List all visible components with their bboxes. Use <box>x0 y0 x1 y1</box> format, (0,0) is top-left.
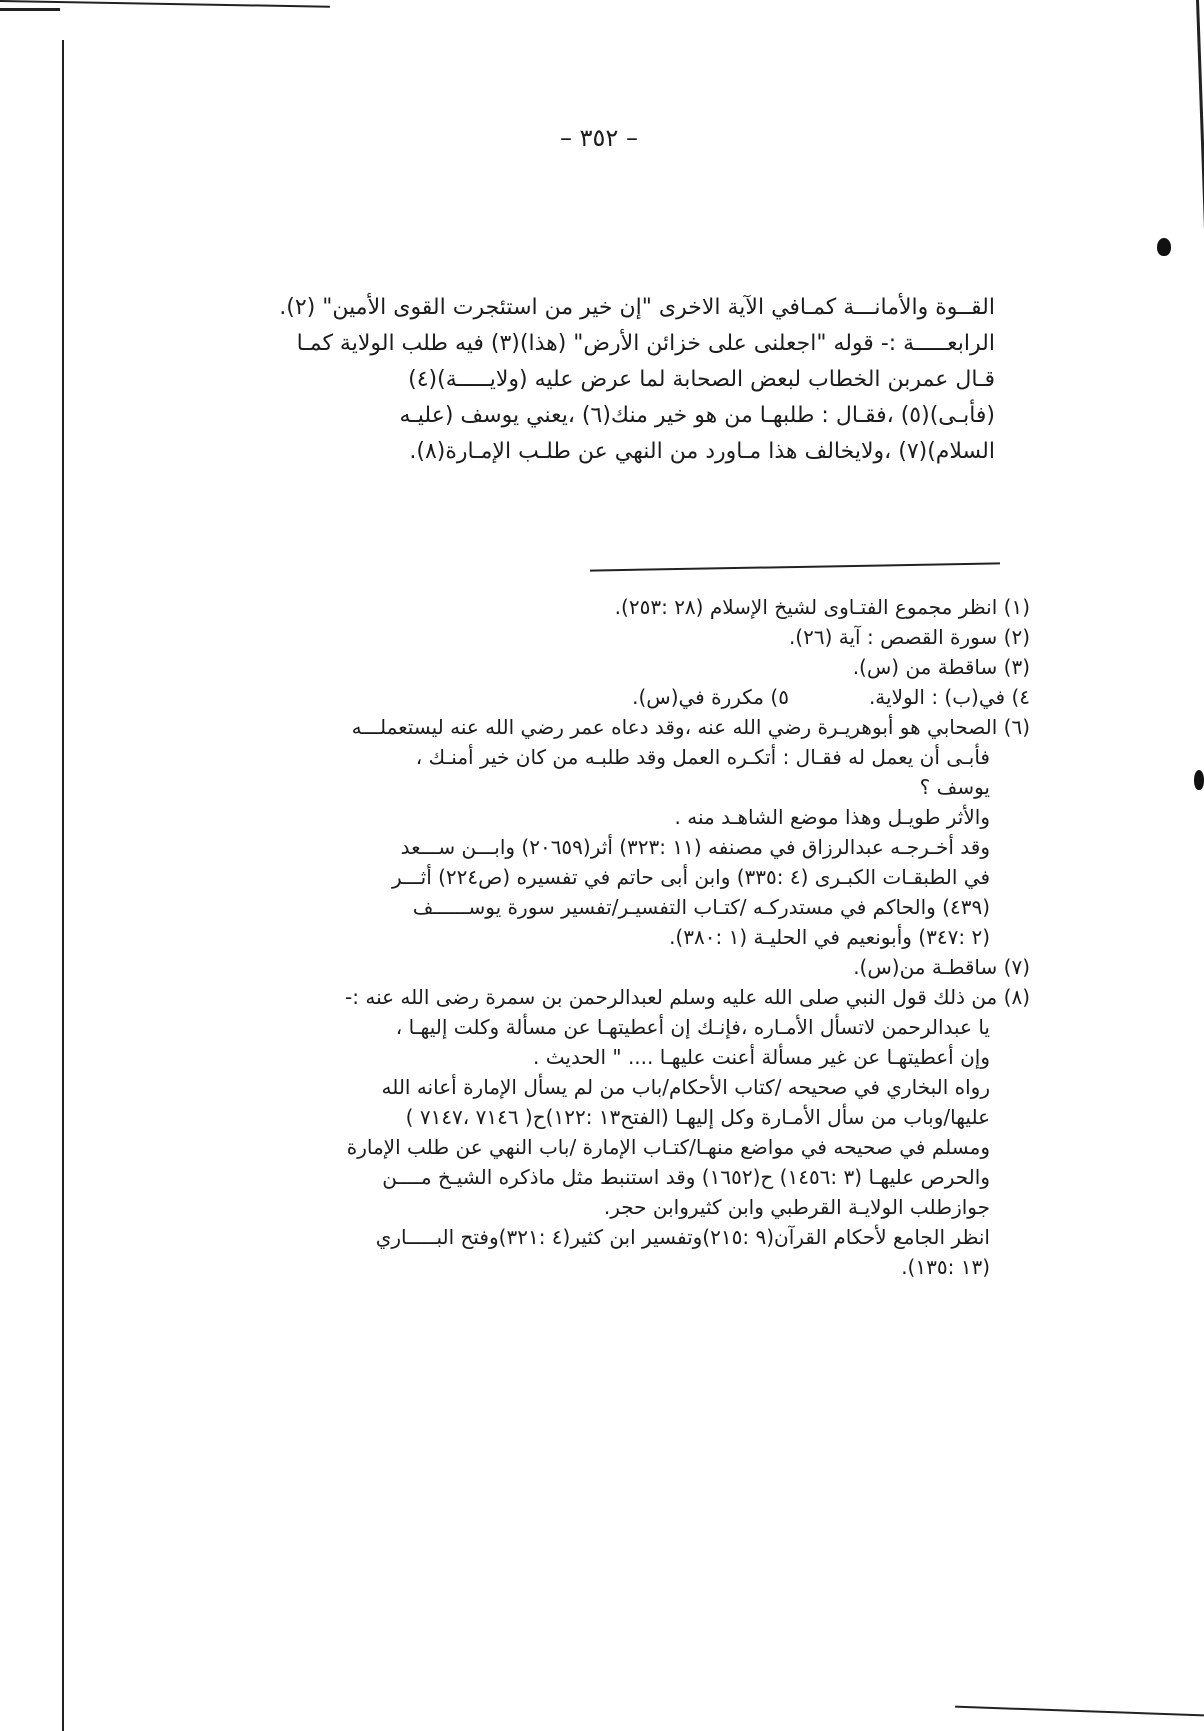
footnote-continuation: فأبـى أن يعمل له فقـال : أتكـره العمل وقد طلبـه من كان خير أمنـك ، <box>415 745 990 769</box>
footnote-divider <box>590 562 1000 571</box>
footnote-pair <box>170 682 1030 712</box>
ink-blot <box>1157 238 1171 256</box>
footnote-continuation: عليها/وباب من سأل الأمـارة وكل إليهـا (الفتح١٣ :١٢٢)ح( ٧١٤٦ ،٧١٤٧ ) <box>405 1105 990 1129</box>
scan-edge-left <box>62 40 64 1731</box>
main-text <box>160 290 995 470</box>
footnote-continuation: وقد أخـرجـه عبدالرزاق في مصنفه (١١ :٣٢٣) أثر(٢٠٦٥٩) وابـــن ســـعد <box>400 835 990 859</box>
footnote-continuation: (١٣ :١٣٥). <box>901 1255 990 1279</box>
ink-blot <box>1194 770 1204 790</box>
footnote-continuation: رواه البخاري في صحيحه /كتاب الأحكام/باب من لم يسأل الإمارة أعانه الله <box>381 1075 990 1099</box>
text-line: السلام)(٧) ،ولايخالف هذا مـاورد من النهي عن طلـب الإمـارة(٨). <box>409 439 995 464</box>
footnote-continuation: في الطبقـات الكبـرى (٤ :٣٣٥) وابن أبى حاتم في تفسيره (ص٢٢٤) أثـــر <box>392 865 990 889</box>
footnote-continuation: ومسلم في صحيحه في مواضع منهـا/كتـاب الإمارة /باب النهي عن طلب الإمارة <box>346 1135 990 1159</box>
footnote-continuation: (٤٣٩) والحاكم في مستدركـه /كتـاب التفسيـر/تفسير سورة يوســــــف <box>412 895 990 919</box>
footnote-continuation: (٢ :٣٤٧) وأبونعيم في الحليـة (١ :٣٨٠). <box>669 925 990 949</box>
footnote: (٧) ساقطـة من(س). <box>853 955 1030 979</box>
page-number: – ٣٥٢ – <box>560 124 638 152</box>
text-line: الرابعـــــة :- قوله "اجعلنى على خزائن الأرض" (هذا)(٣) فيه طلب الولاية كمـا <box>296 331 995 356</box>
scan-edge-right <box>1196 0 1204 245</box>
scan-edge-top-corner <box>0 8 60 11</box>
text-line: (فأبـى)(٥) ،فقـال : طلبهـا من هو خير منك(٦) ،يعني يوسف (عليـه <box>399 403 995 428</box>
footnote: (٦) الصحابي هو أبوهريـرة رضي الله عنه ،وقد دعاه عمر رضي الله عنه ليستعملـــه <box>351 715 1030 739</box>
footnote: (٢) سورة القصص : آية (٢٦). <box>788 625 1030 649</box>
footnote-continuation: وإن أعطيتهـا عن غير مسألة أعنت عليهـا .... " الحديث . <box>533 1045 990 1069</box>
text-line: القــوة والأمانـــة كمـافي الآية الاخرى "إن خير من استئجرت القوى الأمين" (٢). <box>279 295 995 320</box>
footnote: (٨) من ذلك قول النبي صلى الله عليه وسلم لعبدالرحمن بن سمرة رضى الله عنه :- <box>345 985 1030 1009</box>
footnote-continuation: جوازطلب الولايـة القرطبي وابن كثيروابن حجر. <box>603 1195 990 1219</box>
footnote-continuation: يوسف ؟ <box>919 775 990 799</box>
footnotes <box>170 592 1030 1312</box>
scan-edge-bottom <box>955 1706 1204 1717</box>
footnote: (٣) ساقطة من (س). <box>852 655 1030 679</box>
footnote-continuation <box>170 1282 1030 1312</box>
footnote-continuation: انظر الجامع لأحكام القرآن(٩ :٢١٥)وتفسير ابن كثير(٤ :٣٢١)وفتح البـــــاري <box>375 1225 990 1249</box>
scan-edge-top <box>0 0 330 8</box>
footnote: ٥) مكررة في(س). <box>632 685 789 709</box>
footnote-continuation: والأثر طويـل وهذا موضع الشاهـد منه . <box>674 805 990 829</box>
footnote-continuation: والحرص عليهـا (٣ :١٤٥٦) ح(١٦٥٢) وقد استنبط مثل ماذكره الشيـخ مــــن <box>382 1165 990 1189</box>
text-line: قـال عمربن الخطاب لبعض الصحابة لما عرض عليه (ولايـــــة)(٤) <box>408 367 995 392</box>
footnote-continuation: يا عبدالرحمن لاتسأل الأمـاره ،فإنـك إن أعطيتهـا عن مسألة وكلت إليهـا ، <box>395 1015 990 1039</box>
footnote: ٤) في(ب) : الولاية. <box>868 685 1030 709</box>
footnote: (١) انظر مجموع الفتـاوى لشيخ الإسلام (٢٨ :٢٥٣). <box>614 595 1030 619</box>
